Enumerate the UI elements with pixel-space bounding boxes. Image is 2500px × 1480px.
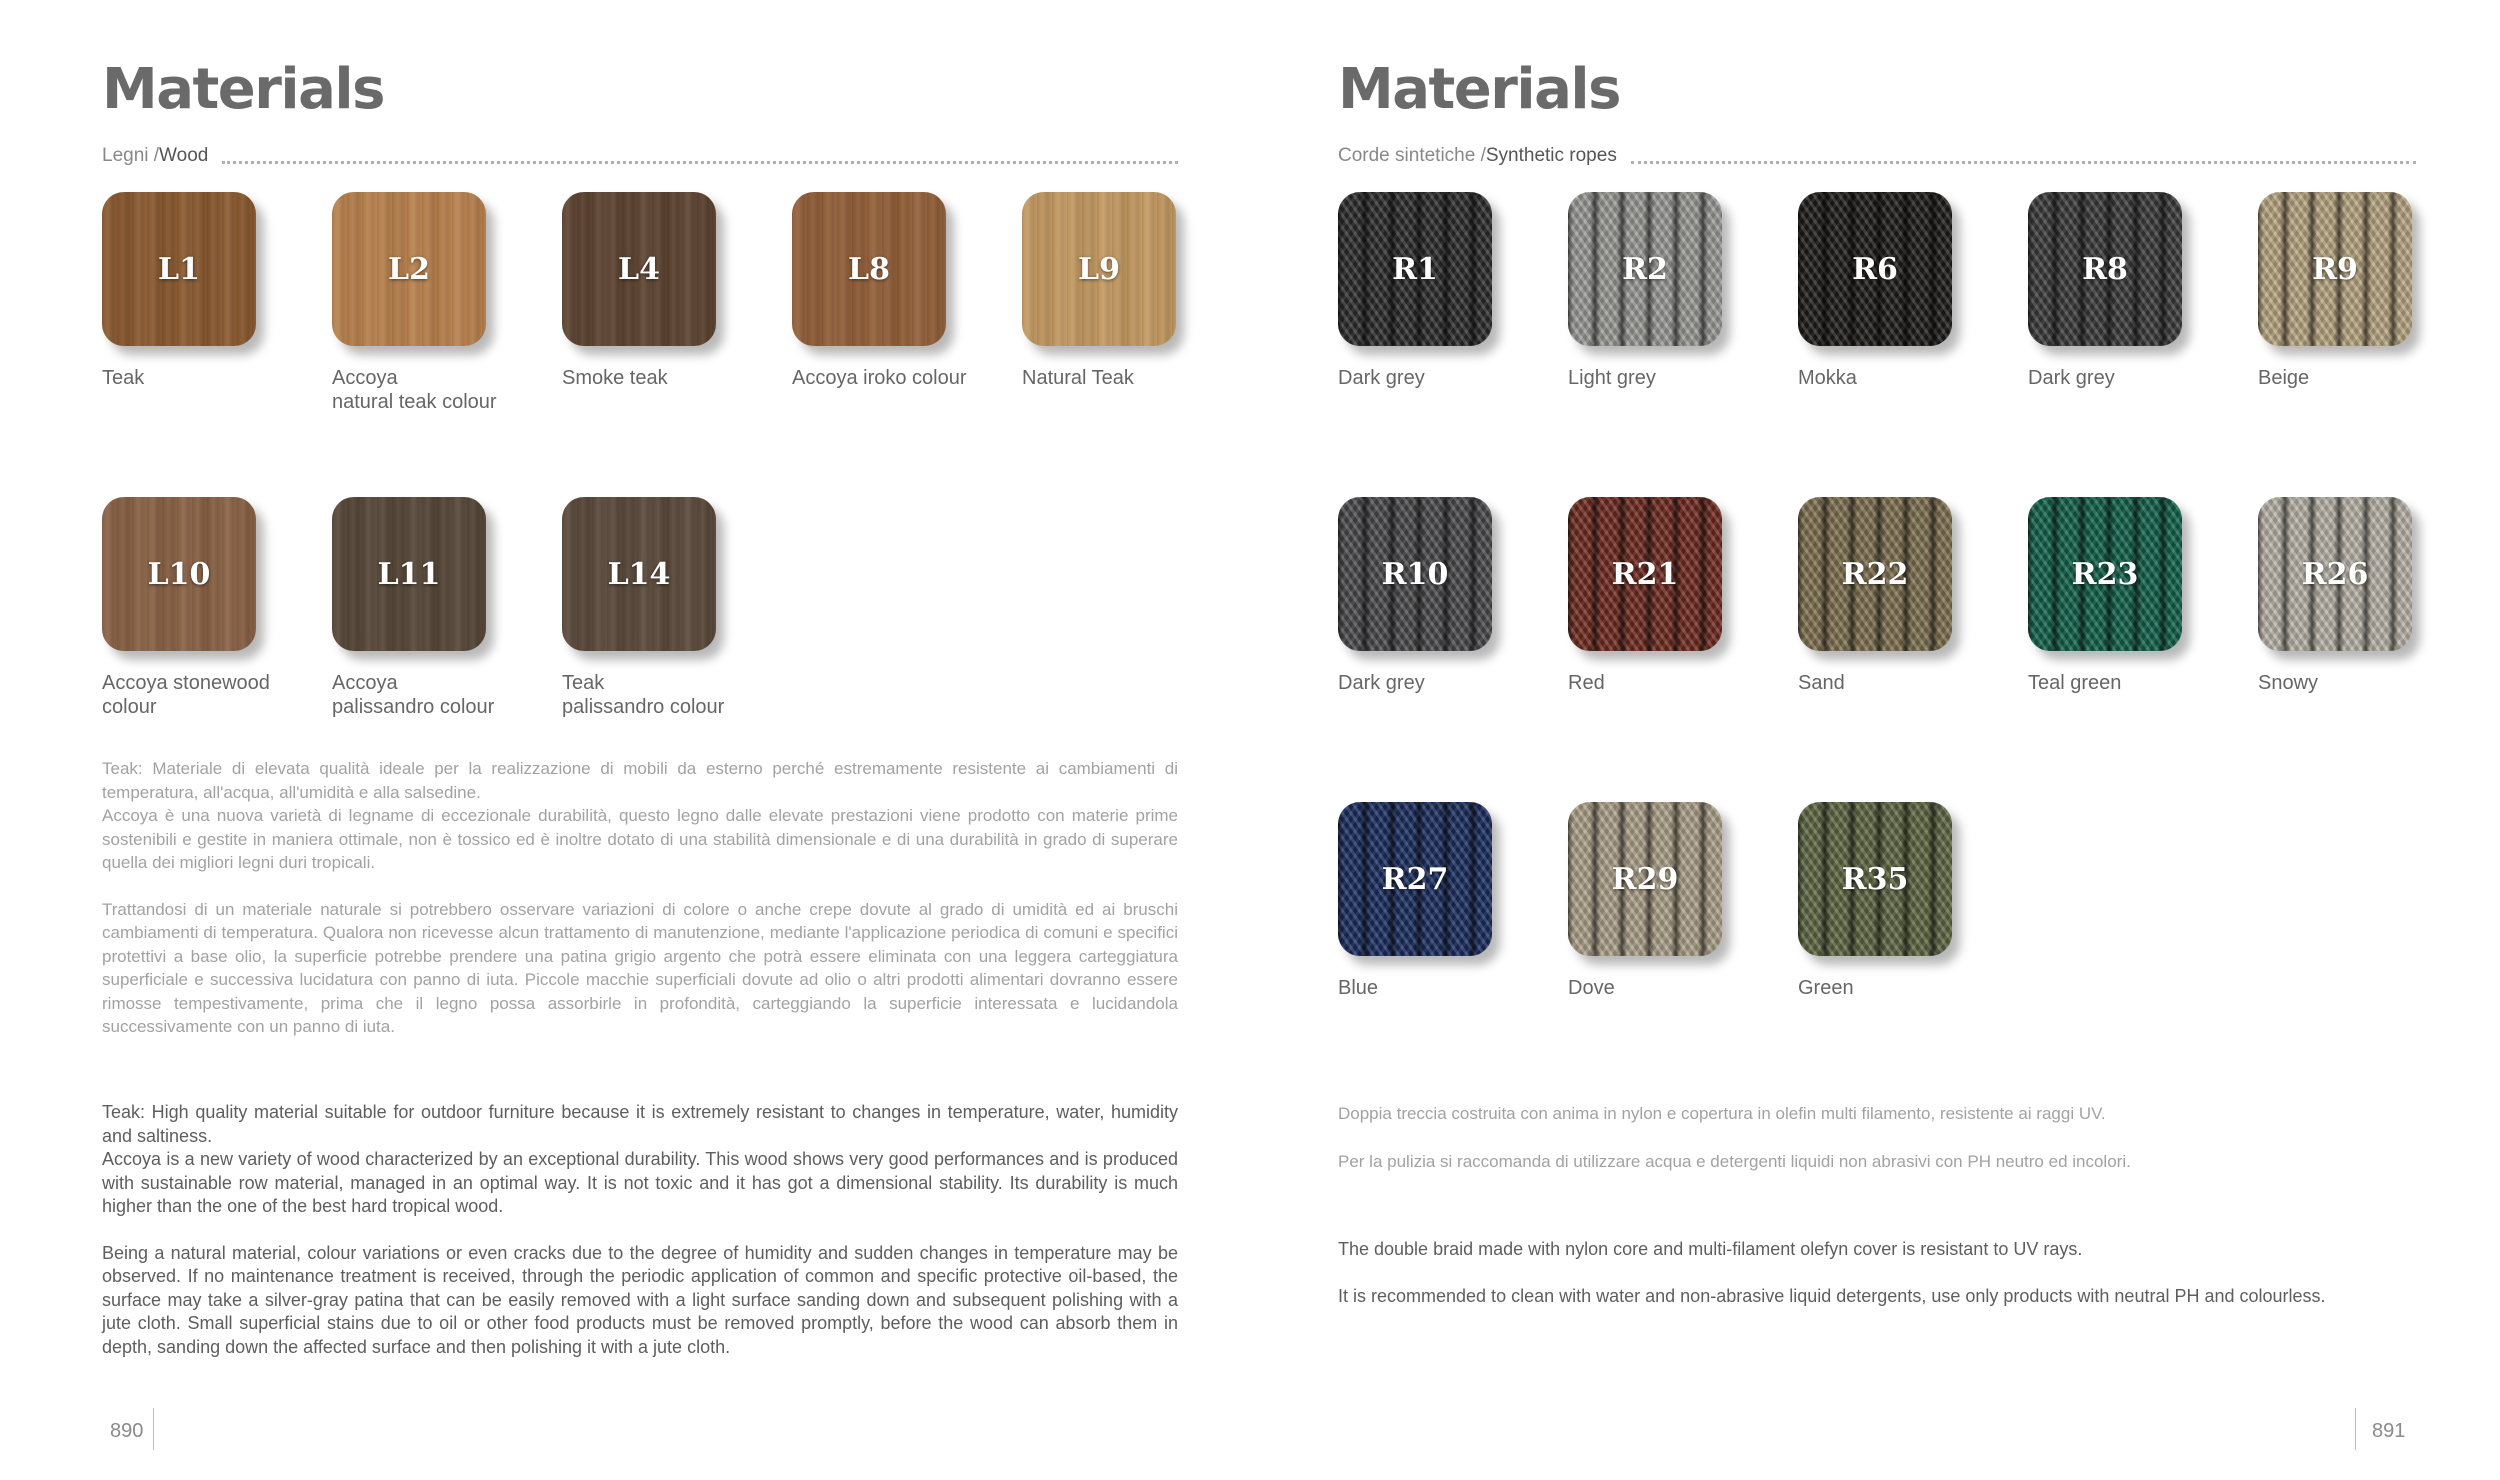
- rope-swatch-tile: [2028, 192, 2182, 346]
- swatch-code: R23: [2071, 556, 2139, 592]
- swatch-label-line: palissandro colour: [562, 696, 725, 718]
- english-paragraph: It is recommended to clean with water and non-abrasive liquid detergents, use only products with neutral PH and colourless.: [1338, 1285, 2326, 1306]
- swatch-code: L1: [158, 251, 200, 287]
- rope-swatch-tile: [1338, 802, 1492, 956]
- italian-paragraph: Per la pulizia si raccomanda di utilizzare acqua e detergenti liquidi non abrasivi con PH neutro ed incolori.: [1338, 1151, 2131, 1171]
- wood-swatch-tile: [332, 192, 486, 346]
- swatch-label: [102, 366, 322, 390]
- subtitle-english: Wood: [159, 145, 209, 166]
- swatch-label: [332, 671, 552, 719]
- dotted-rule: [222, 160, 1178, 164]
- swatch-code: R35: [1841, 861, 1909, 897]
- subtitle-english: Synthetic ropes: [1485, 145, 1617, 166]
- english-description: [1338, 1238, 2416, 1308]
- rope-swatch-tile: [1568, 497, 1722, 651]
- swatch-label: [102, 671, 322, 719]
- wood-swatch-tile: [102, 497, 256, 651]
- swatch-code: L9: [1078, 251, 1120, 287]
- swatch-code: R26: [2301, 556, 2369, 592]
- swatch-label: [332, 366, 552, 414]
- swatch-label: Snowy: [2258, 672, 2319, 694]
- swatch-code: L10: [147, 556, 211, 592]
- swatch-code: L8: [848, 251, 890, 287]
- english-description: [102, 1101, 1178, 1359]
- swatch-code: L4: [618, 251, 660, 287]
- swatch-label: Green: [1798, 977, 1854, 999]
- english-paragraph: The double braid made with nylon core and multi-filament olefyn cover is resistant to UV rays.: [1338, 1239, 2083, 1259]
- swatch-code: L11: [377, 556, 441, 592]
- swatch-code: L2: [388, 251, 430, 287]
- page-title: Materials: [102, 57, 384, 122]
- swatch-label-line: Accoya: [332, 672, 398, 694]
- swatch-label-line: Natural Teak: [1022, 367, 1134, 389]
- english-paragraph: Teak: High quality material suitable for outdoor furniture because it is extremely resistant to changes in temperature, water, humidity and saltiness.: [102, 1102, 1178, 1146]
- section-subtitle: [1338, 145, 2416, 167]
- rope-swatch-tile: [1798, 802, 1952, 956]
- wood-swatch-tile: [562, 497, 716, 651]
- swatch-label: Dark grey: [1338, 672, 1425, 694]
- swatch-code: R9: [2312, 251, 2358, 287]
- wood-swatch-tile: [792, 192, 946, 346]
- swatch-code: R21: [1611, 556, 1679, 592]
- italian-paragraph: Doppia treccia costruita con anima in nylon e copertura in olefin multi filamento, resistente ai raggi UV.: [1338, 1104, 2106, 1123]
- swatch-label: Sand: [1798, 672, 1845, 694]
- italian-description: [1338, 1102, 2416, 1173]
- swatch-label: [792, 366, 1012, 390]
- wood-swatch-tile: [562, 192, 716, 346]
- rope-swatch-tile: [1338, 192, 1492, 346]
- rope-swatch-tile: [1798, 497, 1952, 651]
- page-number: 890: [110, 1420, 144, 1442]
- swatch-code: L14: [607, 556, 671, 592]
- rope-swatch-tile: [1568, 192, 1722, 346]
- swatch-label-line: natural teak colour: [332, 391, 497, 413]
- rope-swatch-tile: [2258, 497, 2412, 651]
- swatch-code: R8: [2082, 251, 2128, 287]
- wood-swatch-tile: [102, 192, 256, 346]
- swatch-label: [562, 671, 782, 719]
- rope-swatch-tile: [1568, 802, 1722, 956]
- swatch-code: R27: [1381, 861, 1449, 897]
- swatch-code: R29: [1611, 861, 1679, 897]
- swatch-label: Teal green: [2028, 672, 2122, 694]
- english-paragraph: Accoya is a new variety of wood characterized by an exceptional durability. This wood shows very good performances and is produced with sustainable row material, managed in an optimal way. It is not toxic and it has got a dimensional stability. Its durability is much higher than the one of the best hard tropical wood.: [102, 1149, 1178, 1216]
- swatch-label-line: Teak: [562, 672, 605, 694]
- page-number: 891: [2372, 1420, 2406, 1442]
- italian-paragraph: Trattandosi di un materiale naturale si potrebbero osservare variazioni di colore o anche crepe dovute al grado di umidità ed ai bruschi cambiamenti di temperatura. Qualora non ricevesse alcun trattamento di manutenzione, mediante l'applicazione periodica di comuni e specifici protettivi a base olio, la superficie potrebbe prendere una patina grigio argento che potrà essere eliminata con una leggera carteggiatura superficiale e successiva lucidatura con panno di iuta. Piccole macchie superficiali dovute ad olio o altri prodotti alimentari dovranno essere rimosse tempestivamente, prima che il legno possa assorbirle in profondità, carteggiando la superficie interessata e lucidandola successivamente con un panno di iuta.: [102, 899, 1178, 1036]
- swatch-label-line: Accoya stonewood: [102, 672, 270, 694]
- italian-paragraph: Accoya è una nuova varietà di legname di eccezionale durabilità, questo legno dalle elevate prestazioni viene prodotto con materie prime sostenibili e gestite in maniera ottimale, non è tossico ed è inoltre dotato di una stabilità dimensionale e di una durabilità in grado di superare quella dei migliori legni duri tropicali.: [102, 806, 1178, 872]
- swatch-code: R1: [1392, 251, 1438, 287]
- wood-swatch-tile: [1022, 192, 1176, 346]
- rope-swatch-tile: [2028, 497, 2182, 651]
- swatch-label-line: Teak: [102, 367, 145, 389]
- swatch-label-line: Smoke teak: [562, 367, 668, 389]
- subtitle-italian: Corde sintetiche /: [1338, 145, 1486, 166]
- swatch-label-line: colour: [102, 696, 157, 718]
- section-subtitle: [102, 145, 1178, 167]
- dotted-rule: [1631, 160, 2416, 164]
- swatch-label: Light grey: [1568, 367, 1656, 389]
- rope-swatch-tile: [1338, 497, 1492, 651]
- swatch-label: Dark grey: [2028, 367, 2115, 389]
- italian-description: [102, 757, 1178, 1039]
- swatch-code: R10: [1381, 556, 1449, 592]
- swatch-label: Beige: [2258, 367, 2310, 389]
- swatch-label: Mokka: [1798, 367, 1857, 389]
- subtitle-italian: Legni /: [102, 145, 160, 166]
- swatch-label-line: Accoya: [332, 367, 398, 389]
- rope-swatch-tile: [2258, 192, 2412, 346]
- swatch-label-line: palissandro colour: [332, 696, 495, 718]
- rope-swatch-tile: [1798, 192, 1952, 346]
- page-title: Materials: [1338, 57, 1620, 122]
- swatch-label-line: Accoya iroko colour: [792, 367, 967, 389]
- wood-swatch-tile: [332, 497, 486, 651]
- right-page: [1250, 0, 2500, 1480]
- swatch-label: Blue: [1338, 977, 1379, 999]
- swatch-label: Dove: [1568, 977, 1615, 999]
- swatch-code: R6: [1852, 251, 1898, 287]
- english-paragraph: Being a natural material, colour variations or even cracks due to the degree of humidity and sudden changes in temperature may be observed. If no maintenance treatment is received, through the periodic application of common and specific protective oil-based, the surface may take a silver-gray patina that can be easily removed with a light surface sanding down and subsequent polishing with a jute cloth. Small superficial stains due to oil or other food products must be removed promptly, before the wood can absorb them in depth, sanding down the affected surface and then polishing it with a jute cloth.: [102, 1242, 1178, 1357]
- swatch-code: R2: [1622, 251, 1668, 287]
- swatch-label: [1022, 366, 1242, 390]
- swatch-code: R22: [1841, 556, 1909, 592]
- swatch-label: Red: [1568, 672, 1605, 694]
- italian-paragraph: Teak: Materiale di elevata qualità ideale per la realizzazione di mobili da esterno perché estremamente resistente ai cambiamenti di temperatura, all'acqua, all'umidità e alla salsedine.: [102, 759, 1178, 802]
- swatch-label: Dark grey: [1338, 367, 1425, 389]
- swatch-label: [562, 366, 782, 390]
- page-number-divider: [153, 1408, 154, 1450]
- page-number-divider: [2355, 1408, 2356, 1450]
